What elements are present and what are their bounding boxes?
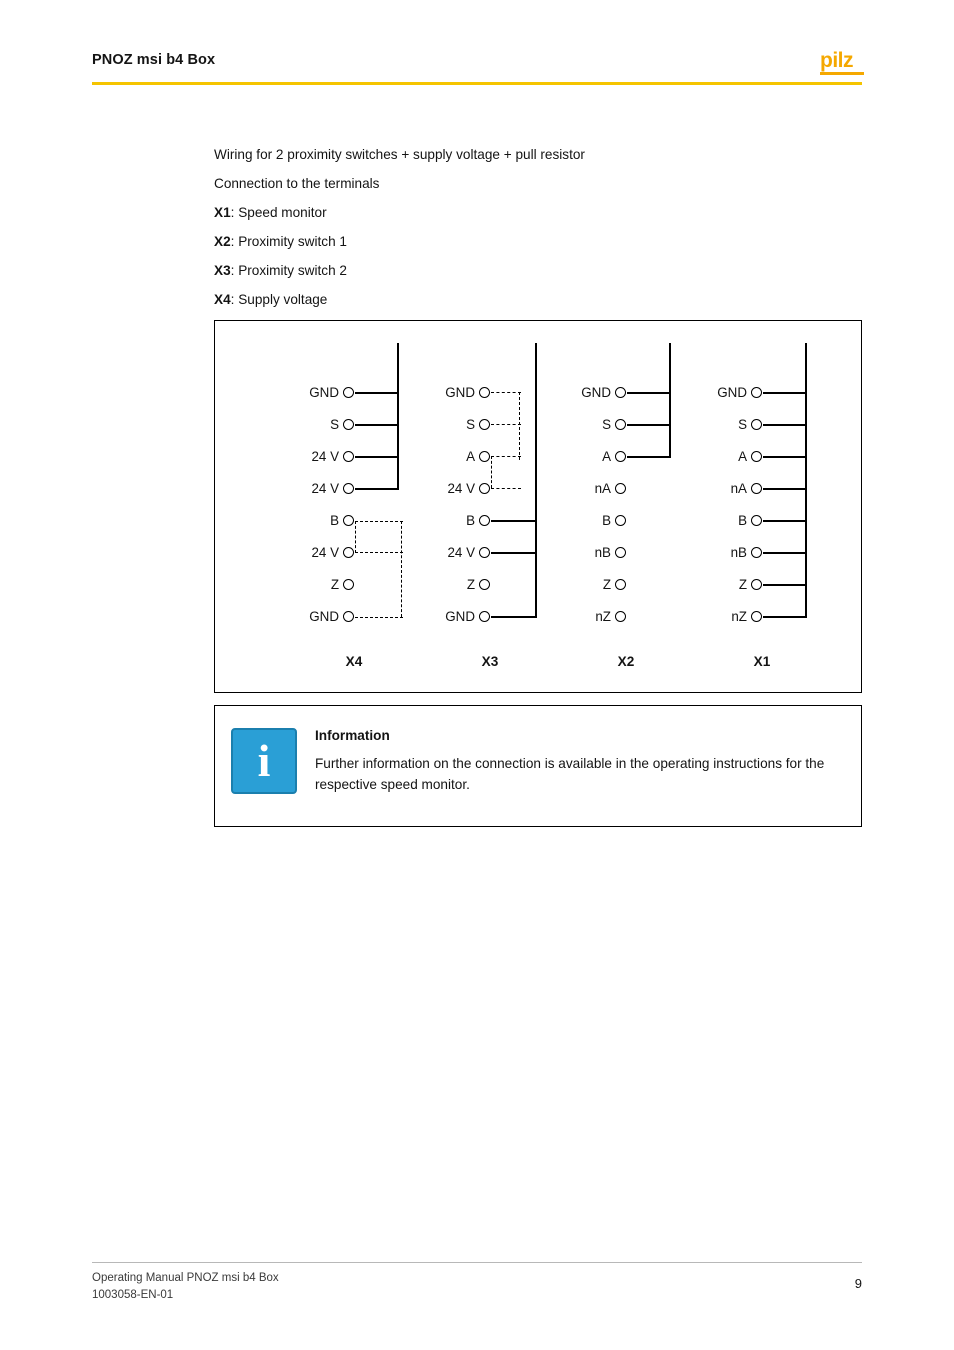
terminal-lead xyxy=(763,424,807,426)
terminal-row xyxy=(545,513,695,545)
terminal-dot[interactable] xyxy=(343,579,354,590)
terminal-label: GND xyxy=(309,385,339,400)
footer-divider xyxy=(92,1262,862,1263)
logo-text: pilz xyxy=(820,49,853,72)
terminal-dot[interactable] xyxy=(615,483,626,494)
terminal-dot[interactable] xyxy=(343,451,354,462)
terminal-dot[interactable] xyxy=(479,579,490,590)
pull-resistor-wire xyxy=(491,424,521,425)
terminal-label: 24 V xyxy=(311,449,339,464)
terminal-dot[interactable] xyxy=(751,483,762,494)
terminal-row xyxy=(273,417,423,449)
pilz-logo xyxy=(820,50,864,76)
intro-x4-desc: : Supply voltage xyxy=(230,292,328,307)
terminal-label: Z xyxy=(466,577,475,592)
terminal-row xyxy=(681,417,831,449)
terminal-label: nZ xyxy=(731,609,747,624)
terminal-column-x4 xyxy=(273,341,423,676)
terminal-label: nZ xyxy=(595,609,611,624)
terminal-label: S xyxy=(330,417,339,432)
footer-page-number: 9 xyxy=(854,1276,862,1291)
terminal-dot[interactable] xyxy=(615,515,626,526)
terminal-bus-line xyxy=(805,343,807,617)
terminal-dot[interactable] xyxy=(615,451,626,462)
intro-line-wiring xyxy=(214,145,864,164)
footer-document-title: Operating Manual PNOZ msi b4 Box xyxy=(92,1272,279,1284)
pull-resistor-wire xyxy=(355,521,356,553)
terminal-lead xyxy=(763,584,807,586)
info-i-glyph: i xyxy=(257,735,271,786)
pull-resistor-wire xyxy=(401,521,402,617)
information-body: Further information on the connection is available in the operating instructions for the respective speed monitor. xyxy=(315,756,825,792)
terminal-label: nB xyxy=(730,545,747,560)
intro-x4-label: X4 xyxy=(214,292,231,307)
terminal-lead xyxy=(627,424,671,426)
terminal-dot[interactable] xyxy=(751,547,762,558)
column-caption-x4 xyxy=(273,654,423,669)
terminal-dot[interactable] xyxy=(751,387,762,398)
terminal-dot[interactable] xyxy=(615,387,626,398)
intro-x2-label: X2 xyxy=(214,234,231,249)
terminal-lead xyxy=(763,392,807,394)
terminal-lead xyxy=(355,488,399,490)
terminal-lead xyxy=(355,392,399,394)
intro-line-connection-text: Connection to the terminals xyxy=(214,176,380,191)
terminal-row xyxy=(545,417,695,449)
terminal-lead xyxy=(627,392,671,394)
terminal-label: nA xyxy=(594,481,611,496)
terminal-dot[interactable] xyxy=(615,611,626,622)
terminal-row xyxy=(681,481,831,513)
intro-line-x1 xyxy=(214,203,864,222)
terminal-dot[interactable] xyxy=(479,419,490,430)
terminal-row xyxy=(273,385,423,417)
terminal-row xyxy=(681,513,831,545)
terminal-label: A xyxy=(738,449,747,464)
terminal-dot[interactable] xyxy=(615,579,626,590)
terminal-dot[interactable] xyxy=(479,611,490,622)
intro-line-x3 xyxy=(214,261,864,280)
terminal-column-x1 xyxy=(681,341,831,676)
header-divider xyxy=(92,82,862,85)
terminal-dot[interactable] xyxy=(751,451,762,462)
terminal-dot[interactable] xyxy=(343,515,354,526)
column-caption-x3 xyxy=(409,654,559,669)
terminal-dot[interactable] xyxy=(479,387,490,398)
intro-x1-label: X1 xyxy=(214,205,231,220)
information-title: Information xyxy=(315,728,390,743)
intro-line-x2 xyxy=(214,232,864,251)
terminal-label: Z xyxy=(738,577,747,592)
terminal-row xyxy=(681,449,831,481)
pull-resistor-wire xyxy=(355,521,403,522)
pull-resistor-wire xyxy=(491,456,492,488)
terminal-row xyxy=(681,385,831,417)
terminal-label: B xyxy=(602,513,611,528)
terminal-label: GND xyxy=(445,609,475,624)
pull-resistor-wire xyxy=(355,617,403,618)
terminal-dot[interactable] xyxy=(479,451,490,462)
terminal-label: S xyxy=(466,417,475,432)
terminal-dot[interactable] xyxy=(751,579,762,590)
terminal-dot[interactable] xyxy=(479,547,490,558)
terminal-dot[interactable] xyxy=(615,419,626,430)
terminal-lead xyxy=(491,520,537,522)
pull-resistor-wire xyxy=(519,392,520,460)
terminal-label: 24 V xyxy=(311,545,339,560)
terminal-lead xyxy=(355,456,399,458)
terminal-dot[interactable] xyxy=(343,419,354,430)
terminal-row xyxy=(681,577,831,609)
intro-line-wiring-text: Wiring for 2 proximity switches + supply voltage + pull resistor xyxy=(214,147,585,162)
terminal-label: nB xyxy=(594,545,611,560)
terminal-row xyxy=(545,449,695,481)
terminal-dot[interactable] xyxy=(343,483,354,494)
terminal-label: B xyxy=(466,513,475,528)
terminal-bus-line xyxy=(535,343,537,617)
terminal-label: S xyxy=(738,417,747,432)
terminal-lead xyxy=(627,456,671,458)
terminal-dot[interactable] xyxy=(751,419,762,430)
column-caption-x1-text: X1 xyxy=(753,654,771,669)
intro-x1-desc: : Speed monitor xyxy=(230,205,327,220)
terminal-row xyxy=(545,481,695,513)
pull-resistor-wire xyxy=(491,456,521,457)
page-header xyxy=(0,0,954,88)
terminal-row xyxy=(273,449,423,481)
footer-document-number: 1003058-EN-01 xyxy=(92,1289,174,1301)
terminal-label: GND xyxy=(717,385,747,400)
terminal-label: B xyxy=(330,513,339,528)
column-caption-x4-text: X4 xyxy=(345,654,363,669)
pull-resistor-wire xyxy=(491,392,521,393)
intro-line-x4 xyxy=(214,290,864,309)
terminal-label: A xyxy=(466,449,475,464)
terminal-dot[interactable] xyxy=(751,611,762,622)
terminal-label: A xyxy=(602,449,611,464)
terminal-row xyxy=(681,609,831,641)
terminal-label: Z xyxy=(602,577,611,592)
terminal-lead xyxy=(763,616,807,618)
information-box xyxy=(214,705,862,827)
terminal-label: 24 V xyxy=(447,481,475,496)
terminal-label: nA xyxy=(730,481,747,496)
terminal-row xyxy=(681,545,831,577)
terminal-row xyxy=(545,545,695,577)
terminal-dot[interactable] xyxy=(479,515,490,526)
intro-x3-desc: : Proximity switch 2 xyxy=(230,263,347,278)
terminal-column-x3 xyxy=(409,341,559,676)
terminal-label: B xyxy=(738,513,747,528)
wiring-diagram xyxy=(214,320,862,693)
terminal-bus-line xyxy=(397,343,399,490)
terminal-lead xyxy=(355,424,399,426)
intro-text-block xyxy=(214,145,864,319)
terminal-column-x2 xyxy=(545,341,695,676)
column-caption-x1 xyxy=(681,654,831,669)
column-caption-x2-text: X2 xyxy=(617,654,635,669)
intro-line-connection xyxy=(214,174,864,193)
terminal-label: 24 V xyxy=(447,545,475,560)
terminal-dot[interactable] xyxy=(343,387,354,398)
terminal-row xyxy=(545,577,695,609)
terminal-lead xyxy=(763,552,807,554)
column-caption-x3-text: X3 xyxy=(481,654,499,669)
terminal-dot[interactable] xyxy=(343,547,354,558)
terminal-bus-line xyxy=(669,343,671,458)
intro-x3-label: X3 xyxy=(214,263,231,278)
terminal-label: GND xyxy=(309,609,339,624)
logo-underline xyxy=(820,72,864,75)
column-caption-x2 xyxy=(545,654,695,669)
terminal-lead xyxy=(763,520,807,522)
terminal-row xyxy=(545,385,695,417)
pull-resistor-wire xyxy=(491,488,521,489)
header-title: PNOZ msi b4 Box xyxy=(92,52,216,68)
terminal-lead xyxy=(763,488,807,490)
terminal-label: Z xyxy=(330,577,339,592)
terminal-label: S xyxy=(602,417,611,432)
terminal-label: GND xyxy=(581,385,611,400)
page-footer xyxy=(0,1262,954,1322)
pull-resistor-wire xyxy=(355,552,403,553)
terminal-label: 24 V xyxy=(311,481,339,496)
wiring-diagram-inner xyxy=(215,321,861,692)
terminal-row xyxy=(273,481,423,513)
intro-x2-desc: : Proximity switch 1 xyxy=(230,234,347,249)
terminal-row xyxy=(545,609,695,641)
terminal-dot[interactable] xyxy=(479,483,490,494)
terminal-lead xyxy=(491,552,537,554)
terminal-dot[interactable] xyxy=(615,547,626,558)
terminal-label: GND xyxy=(445,385,475,400)
terminal-dot[interactable] xyxy=(751,515,762,526)
terminal-lead xyxy=(491,616,537,618)
terminal-lead xyxy=(763,456,807,458)
information-icon xyxy=(231,728,297,794)
terminal-dot[interactable] xyxy=(343,611,354,622)
